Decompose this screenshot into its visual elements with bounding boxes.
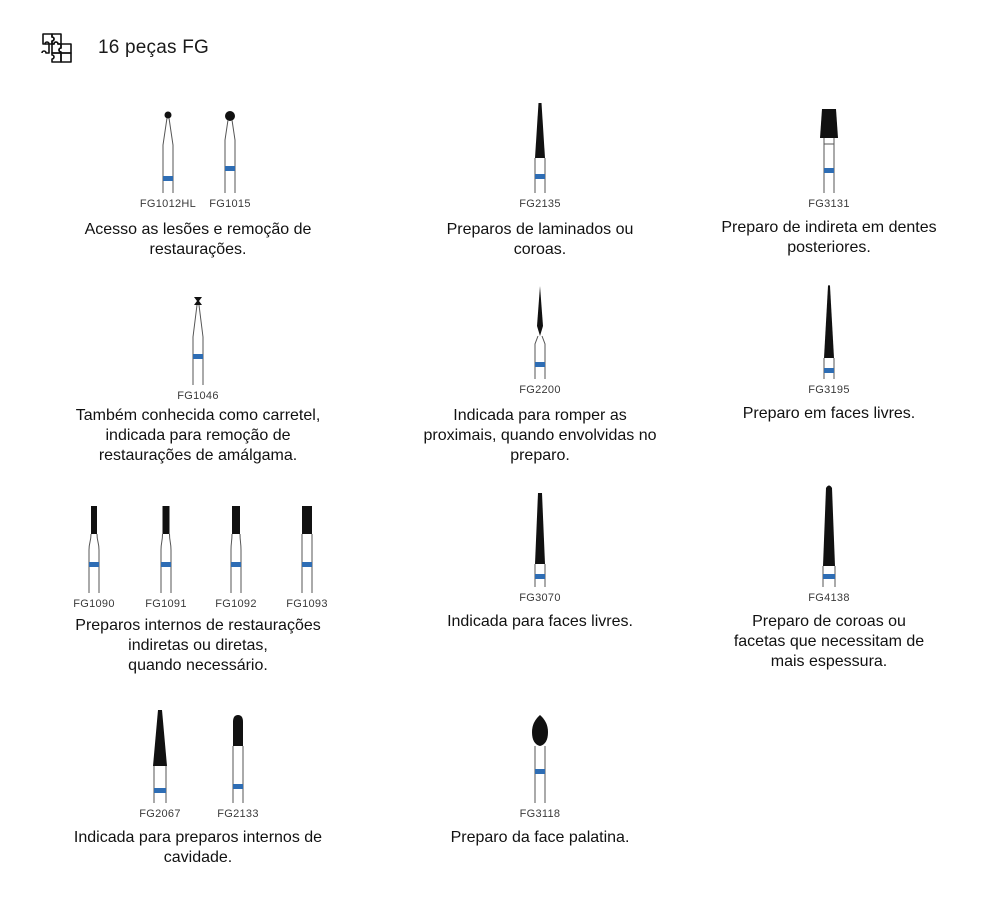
item-cell bbox=[679, 494, 979, 674]
bur-cylinder-icon bbox=[206, 500, 266, 595]
bur-cylinder-icon bbox=[277, 500, 337, 595]
bur-code: FG1092 bbox=[215, 598, 257, 610]
bur-code: FG1012HL bbox=[139, 198, 197, 210]
bur-code: FG3131 bbox=[808, 198, 850, 210]
bur-cylinder-round-icon bbox=[208, 710, 268, 805]
bur-code: FG1093 bbox=[286, 598, 328, 610]
bur-code: FG1090 bbox=[73, 598, 115, 610]
bur-item bbox=[168, 292, 228, 412]
bur-code: FG2133 bbox=[217, 808, 259, 820]
page-title: 16 peças FG bbox=[98, 37, 209, 58]
item-description: Preparo da face palatina. bbox=[450, 829, 630, 846]
bur-code: FG2067 bbox=[139, 808, 181, 820]
item-description: Preparo em faces livres. bbox=[742, 405, 916, 422]
bur-item bbox=[510, 710, 570, 830]
bur-item bbox=[799, 286, 859, 406]
item-description: Indicada para preparos internos de cavidade. bbox=[73, 829, 323, 866]
bur-item bbox=[200, 100, 260, 220]
bur-taper-round-icon bbox=[799, 494, 859, 589]
item-cell bbox=[48, 500, 348, 680]
bur-item bbox=[136, 500, 196, 620]
bur-code: FG3118 bbox=[519, 808, 561, 820]
bur-taper-flat-icon bbox=[510, 494, 570, 589]
bur-code: FG4138 bbox=[808, 592, 850, 604]
item-cell bbox=[390, 494, 690, 654]
bur-item bbox=[510, 494, 570, 614]
item-description: Indicada para faces livres. bbox=[447, 613, 633, 630]
bur-inverted-cone-icon bbox=[799, 100, 859, 195]
header bbox=[40, 28, 209, 68]
item-cell bbox=[679, 286, 979, 446]
bur-code: FG2135 bbox=[519, 198, 561, 210]
item-description: Preparo de coroas ou facetas que necessitam de mais espessura. bbox=[733, 613, 925, 670]
item-cell bbox=[390, 100, 690, 270]
bur-item bbox=[138, 100, 198, 220]
bur-code: FG1015 bbox=[209, 198, 251, 210]
item-description: Preparo de indireta em dentes posteriores. bbox=[721, 219, 937, 256]
bur-cylinder-icon bbox=[136, 500, 196, 595]
bur-taper-wide-icon bbox=[130, 710, 190, 805]
bur-item bbox=[510, 100, 570, 220]
item-cell bbox=[48, 292, 348, 472]
item-cell bbox=[679, 100, 979, 270]
item-description: Acesso as lesões e remoção de restaurações. bbox=[84, 221, 312, 258]
bur-item bbox=[799, 100, 859, 220]
bur-cylinder-icon bbox=[64, 500, 124, 595]
bur-item bbox=[277, 500, 337, 620]
item-description: Preparos de laminados ou coroas. bbox=[446, 221, 634, 258]
bur-item bbox=[510, 286, 570, 406]
bur-code: FG3070 bbox=[519, 592, 561, 604]
bur-needle-icon bbox=[510, 286, 570, 381]
bur-code: FG1091 bbox=[145, 598, 187, 610]
bur-item bbox=[130, 710, 190, 830]
item-cell bbox=[48, 710, 348, 880]
bur-item bbox=[208, 710, 268, 830]
item-description: Indicada para romper as proximais, quando envolvidas no preparo. bbox=[423, 407, 657, 464]
item-cell bbox=[390, 710, 690, 860]
bur-flame-icon bbox=[510, 710, 570, 805]
bur-round-small-icon bbox=[138, 100, 198, 195]
bur-taper-long-icon bbox=[799, 286, 859, 381]
bur-round-icon bbox=[200, 100, 260, 195]
bur-taper-pointed-icon bbox=[510, 100, 570, 195]
item-cell bbox=[48, 100, 348, 270]
item-description: Preparos internos de restaurações indiretas ou diretas, quando necessário. bbox=[75, 617, 321, 674]
bur-hourglass-icon bbox=[168, 292, 228, 387]
bur-item bbox=[799, 494, 859, 614]
item-description: Também conhecida como carretel, indicada para remoção de restaurações de amálgama. bbox=[75, 407, 321, 464]
item-cell bbox=[390, 286, 690, 466]
puzzle-icon bbox=[40, 30, 76, 66]
bur-code: FG2200 bbox=[519, 384, 561, 396]
bur-item bbox=[64, 500, 124, 620]
bur-code: FG1046 bbox=[177, 390, 219, 402]
bur-item bbox=[206, 500, 266, 620]
bur-code: FG3195 bbox=[808, 384, 850, 396]
